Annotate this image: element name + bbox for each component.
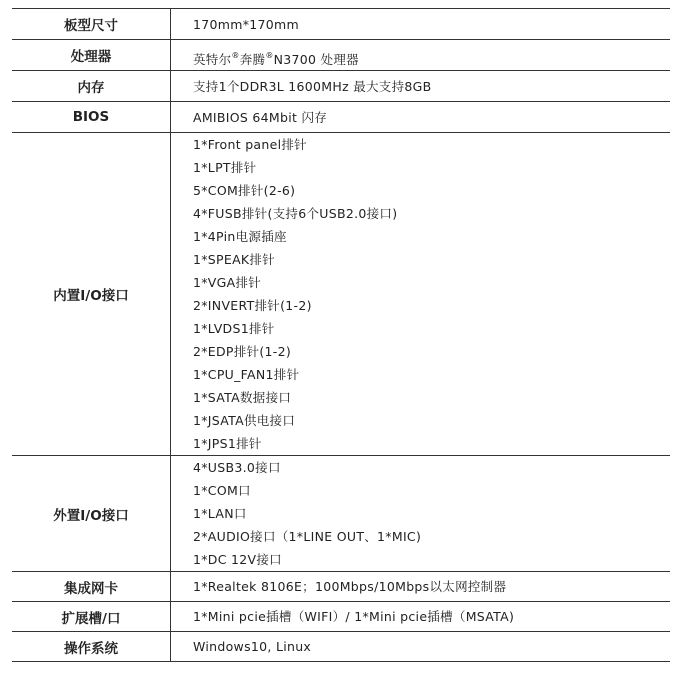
spec-row-network bbox=[12, 572, 670, 602]
spec-value-line: 1*Realtek 8106E；100Mbps/10Mbps以太网控制器 bbox=[193, 579, 507, 594]
spec-value-line: 2*EDP排针(1-2) bbox=[193, 344, 292, 359]
spec-value-line bbox=[193, 44, 670, 67]
spec-value-line: 170mm*170mm bbox=[193, 16, 299, 32]
spec-label: 内置I/O接口 bbox=[12, 133, 171, 456]
spec-row-bios bbox=[12, 102, 670, 133]
spec-value-line: 1*LPT排针 bbox=[193, 160, 257, 175]
spec-value-line: 2*AUDIO接口（1*LINE OUT、1*MIC) bbox=[193, 529, 422, 544]
spec-value-line: 1*DC 12V接口 bbox=[193, 552, 282, 567]
registered-mark: ® bbox=[265, 50, 274, 60]
spec-value-line: 1*VGA排针 bbox=[193, 275, 262, 290]
spec-value-line: 1*SATA数据接口 bbox=[193, 390, 292, 405]
spec-value-line: 1*JSATA供电接口 bbox=[193, 413, 296, 428]
spec-value-line: 1*CPU_FAN1排针 bbox=[193, 367, 300, 382]
spec-row-os bbox=[12, 632, 670, 662]
spec-value bbox=[171, 102, 671, 133]
cpu-family: 奔腾 bbox=[239, 51, 266, 67]
spec-value bbox=[171, 40, 671, 71]
spec-value bbox=[171, 632, 671, 662]
spec-value-line: AMIBIOS 64Mbit 闪存 bbox=[193, 109, 328, 125]
spec-value bbox=[171, 456, 671, 572]
spec-row-board-size bbox=[12, 9, 670, 40]
spec-value-line: 1*Mini pcie插槽（WIFI）/ 1*Mini pcie插槽（MSATA) bbox=[193, 609, 515, 624]
cpu-brand: 英特尔 bbox=[193, 51, 232, 67]
spec-label: 扩展槽/口 bbox=[12, 602, 171, 632]
spec-label: 操作系统 bbox=[12, 632, 171, 662]
spec-row-expansion bbox=[12, 602, 670, 632]
spec-value-line: 1*JPS1排针 bbox=[193, 436, 262, 451]
spec-value bbox=[171, 602, 671, 632]
spec-value-line: 4*FUSB排针(支持6个USB2.0接口) bbox=[193, 206, 398, 221]
registered-mark: ® bbox=[231, 50, 240, 60]
spec-value-line: 1*LAN口 bbox=[193, 506, 247, 521]
spec-value-line: 1*Front panel排针 bbox=[193, 137, 307, 152]
spec-value-line: 4*USB3.0接口 bbox=[193, 460, 281, 475]
spec-value-line: 1*4Pin电源插座 bbox=[193, 229, 287, 244]
spec-value-line: 1*COM口 bbox=[193, 483, 251, 498]
spec-value bbox=[171, 9, 671, 40]
spec-value-line: 支持1个DDR3L 1600MHz 最大支持8GB bbox=[193, 78, 432, 94]
spec-value-line: 2*INVERT排针(1-2) bbox=[193, 298, 312, 313]
spec-value-line: 1*LVDS1排针 bbox=[193, 321, 275, 336]
spec-row-external-io bbox=[12, 456, 670, 572]
spec-label: 外置I/O接口 bbox=[12, 456, 171, 572]
spec-label: 内存 bbox=[12, 71, 171, 102]
spec-value-line: Windows10, Linux bbox=[193, 639, 312, 654]
cpu-model: N3700 处理器 bbox=[273, 51, 359, 67]
spec-row-memory bbox=[12, 71, 670, 102]
spec-value bbox=[171, 133, 671, 456]
spec-row-processor bbox=[12, 40, 670, 71]
spec-value-line: 5*COM排针(2-6) bbox=[193, 183, 296, 198]
spec-row-internal-io bbox=[12, 133, 670, 456]
spec-label: BIOS bbox=[12, 102, 171, 133]
spec-label: 集成网卡 bbox=[12, 572, 171, 602]
spec-label: 板型尺寸 bbox=[12, 9, 171, 40]
spec-table bbox=[12, 8, 670, 662]
spec-value bbox=[171, 572, 671, 602]
spec-value-line: 1*SPEAK排针 bbox=[193, 252, 276, 267]
spec-label: 处理器 bbox=[12, 40, 171, 71]
spec-value bbox=[171, 71, 671, 102]
